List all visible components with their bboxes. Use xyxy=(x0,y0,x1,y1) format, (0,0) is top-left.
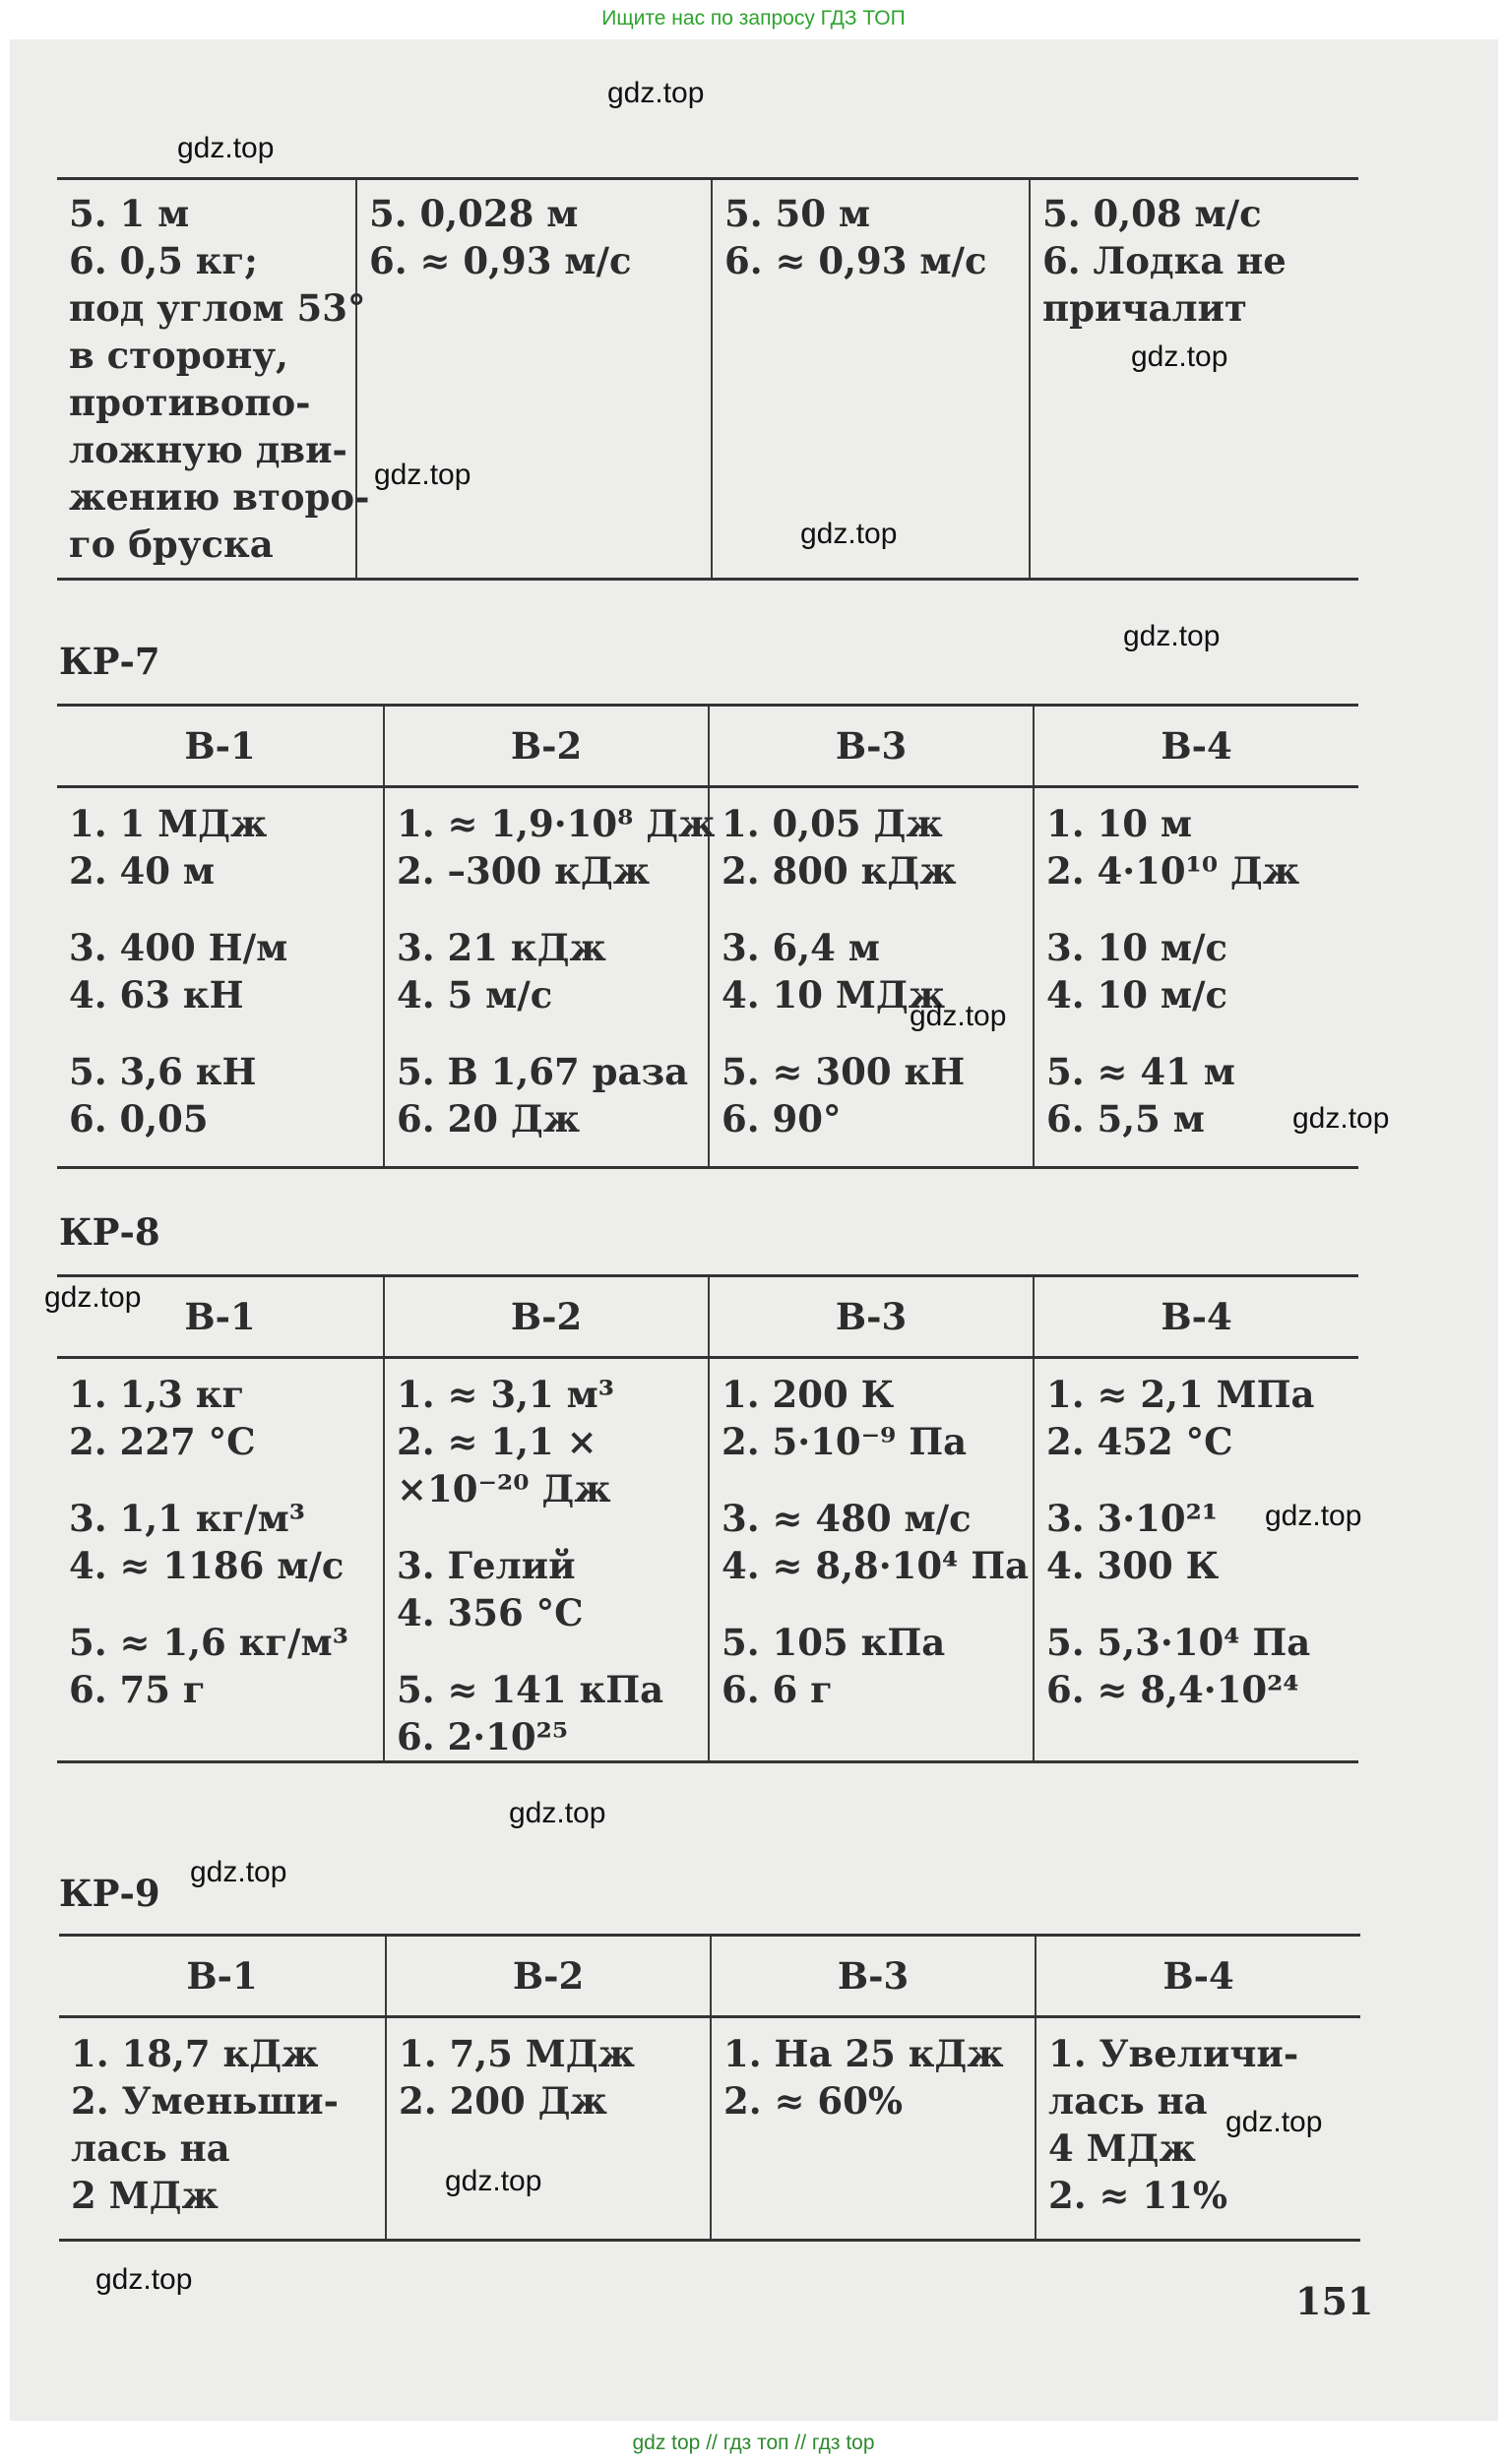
group-gap xyxy=(1046,894,1347,924)
answer-line: 6. 2·10²⁵ xyxy=(397,1715,569,1758)
answer-line: 1. 200 К xyxy=(722,1373,895,1416)
answer-line: 5. 0,028 м xyxy=(369,192,579,235)
answer-line: 4. 5 м/с xyxy=(397,973,553,1016)
answer-line: 5. 3,6 кН xyxy=(69,1050,257,1093)
answer-cell xyxy=(386,2017,711,2241)
answer-line: 1. На 25 кДж xyxy=(723,2032,1004,2075)
answer-line: 2. 40 м xyxy=(69,849,216,893)
answer-cell xyxy=(57,1358,384,1762)
page-number: 151 xyxy=(1295,2279,1374,2323)
table-row xyxy=(57,179,1358,580)
answer-line: жению второ- xyxy=(69,475,370,519)
answer-cell xyxy=(384,1358,709,1762)
watermark: gdz.top xyxy=(607,77,705,109)
section-title-kr9: КР-9 xyxy=(59,1872,160,1915)
watermark: gdz.top xyxy=(190,1856,287,1888)
kr9-answer-table xyxy=(59,1934,1360,2242)
group-gap xyxy=(722,1465,1021,1495)
answer-cell xyxy=(57,787,384,1168)
table-header-row xyxy=(59,1936,1360,2017)
watermark: gdz.top xyxy=(445,2165,542,2197)
group-gap xyxy=(397,894,696,924)
answer-line: 5. 0,08 м/с xyxy=(1042,192,1262,235)
group-gap xyxy=(722,1589,1021,1619)
watermark: gdz.top xyxy=(800,518,898,550)
answer-line: в сторону, xyxy=(69,334,288,377)
answer-line: 3. 400 Н/м xyxy=(69,926,288,969)
watermark: gdz.top xyxy=(95,2263,193,2296)
answer-line: 4. 63 кН xyxy=(69,973,244,1016)
column-header: В-1 xyxy=(57,706,384,787)
watermark: gdz.top xyxy=(1265,1500,1362,1532)
answer-line: 2. ≈ 11% xyxy=(1048,2174,1228,2217)
answer-cell xyxy=(57,179,370,580)
group-gap xyxy=(69,1589,371,1619)
group-gap xyxy=(1046,1465,1347,1495)
table-header-row xyxy=(57,706,1358,787)
answer-line: 5. ≈ 141 кПа xyxy=(397,1668,664,1711)
answer-line: 1. ≈ 1,9·10⁸ Дж xyxy=(397,802,716,845)
column-header: В-4 xyxy=(1034,1276,1358,1358)
column-header: В-3 xyxy=(711,1936,1036,2017)
watermark: gdz.top xyxy=(374,459,471,491)
watermark: gdz.top xyxy=(910,1000,1007,1032)
group-gap xyxy=(1046,1018,1347,1048)
watermark: gdz.top xyxy=(177,132,275,164)
answer-line: 6. 75 г xyxy=(69,1668,206,1711)
answer-line: 1. 1,3 кг xyxy=(69,1373,245,1416)
answer-line: 1. 0,05 Дж xyxy=(722,802,943,845)
answer-line: 1. 7,5 МДж xyxy=(399,2032,635,2075)
group-gap xyxy=(69,1018,371,1048)
answer-line: 1. Увеличи- xyxy=(1048,2032,1299,2075)
answer-cell xyxy=(1030,179,1358,580)
textbook-page xyxy=(10,39,1498,2421)
answer-line: 4. 10 МДж xyxy=(722,973,946,1016)
answer-line: 2. Уменьши- xyxy=(71,2079,339,2123)
answer-line: го бруска xyxy=(69,523,274,566)
answer-line: 1. ≈ 3,1 м³ xyxy=(397,1373,614,1416)
answer-line: 2. 227 °С xyxy=(69,1420,256,1463)
watermark: gdz.top xyxy=(1225,2106,1323,2138)
answer-line: 1. 18,7 кДж xyxy=(71,2032,319,2075)
watermark: gdz.top xyxy=(1131,340,1228,373)
group-gap xyxy=(1046,1589,1347,1619)
kr8-answer-table xyxy=(57,1274,1358,1763)
answer-line: 4. 356 °С xyxy=(397,1591,584,1634)
watermark: gdz.top xyxy=(44,1281,142,1314)
answer-line: 6. ≈ 0,93 м/с xyxy=(369,239,632,282)
column-header: В-4 xyxy=(1036,1936,1360,2017)
top-answer-table xyxy=(57,177,1358,581)
answer-line: 2. ≈ 60% xyxy=(723,2079,904,2123)
watermark: gdz.top xyxy=(1292,1102,1390,1135)
answer-cell xyxy=(1034,1358,1358,1762)
kr7-answer-table xyxy=(57,704,1358,1169)
answer-line: 5. 50 м xyxy=(724,192,871,235)
answer-line: 6. Лодка не xyxy=(1042,239,1287,282)
answer-line: 2. 5·10⁻⁹ Па xyxy=(722,1420,968,1463)
answer-line: 3. 21 кДж xyxy=(397,926,606,969)
answer-line: 2. 800 кДж xyxy=(722,849,957,893)
table-row xyxy=(59,2017,1360,2241)
watermark: gdz.top xyxy=(509,1797,606,1829)
answer-line: 4. ≈ 8,8·10⁴ Па xyxy=(722,1544,1030,1587)
group-gap xyxy=(69,894,371,924)
group-gap xyxy=(397,1018,696,1048)
answer-cell xyxy=(711,2017,1036,2241)
table-row xyxy=(57,1358,1358,1762)
answer-line: 6. 6 г xyxy=(722,1668,833,1711)
answer-cell xyxy=(356,179,712,580)
answer-line: 5. 1 м xyxy=(69,192,190,235)
answer-line: 1. 10 м xyxy=(1046,802,1193,845)
answer-line: 2. 4·10¹⁰ Дж xyxy=(1046,849,1300,893)
answer-cell xyxy=(59,2017,386,2241)
column-header: В-2 xyxy=(384,1276,709,1358)
group-gap xyxy=(69,1465,371,1495)
answer-line: ложную дви- xyxy=(69,428,347,471)
group-gap xyxy=(397,1636,696,1666)
table-row xyxy=(57,787,1358,1168)
answer-line: 5. ≈ 41 м xyxy=(1046,1050,1235,1093)
answer-line: 2 МДж xyxy=(71,2174,219,2217)
answer-line: 6. 90° xyxy=(722,1097,842,1140)
answer-line: 1. 1 МДж xyxy=(69,802,268,845)
answer-line: лась на xyxy=(71,2126,230,2170)
answer-cell xyxy=(384,787,716,1168)
answer-line: 5. В 1,67 раза xyxy=(397,1050,689,1093)
answer-line: 4. 300 К xyxy=(1046,1544,1220,1587)
column-header: В-1 xyxy=(59,1936,386,2017)
group-gap xyxy=(397,1512,696,1542)
group-gap xyxy=(722,894,1021,924)
column-header: В-3 xyxy=(709,1276,1034,1358)
answer-line: 6. ≈ 8,4·10²⁴ xyxy=(1046,1668,1299,1711)
column-header: В-2 xyxy=(386,1936,711,2017)
answer-line: 1. ≈ 2,1 МПа xyxy=(1046,1373,1315,1416)
section-title-kr7: КР-7 xyxy=(59,640,160,683)
answer-line: причалит xyxy=(1042,286,1247,330)
top-banner[interactable]: Ищите нас по запросу ГДЗ ТОП xyxy=(601,7,906,30)
answer-line: 6. 20 Дж xyxy=(397,1097,581,1140)
column-header: В-2 xyxy=(384,706,709,787)
answer-line: 3. 3·10²¹ xyxy=(1046,1497,1219,1540)
answer-line: 5. ≈ 300 кН xyxy=(722,1050,966,1093)
answer-cell xyxy=(709,787,1034,1168)
answer-line: лась на xyxy=(1048,2079,1208,2123)
answer-line: 4 МДж xyxy=(1048,2126,1196,2170)
answer-line: 3. Гелий xyxy=(397,1544,576,1587)
answer-line: 3. 1,1 кг/м³ xyxy=(69,1497,306,1540)
answer-line: 5. 5,3·10⁴ Па xyxy=(1046,1621,1311,1664)
answer-line: 6. 0,5 кг; xyxy=(69,239,258,282)
column-header: В-4 xyxy=(1034,706,1358,787)
answer-line: ×10⁻²⁰ Дж xyxy=(397,1467,611,1510)
answer-line: 6. ≈ 0,93 м/с xyxy=(724,239,987,282)
answer-line: 3. 10 м/с xyxy=(1046,926,1228,969)
watermark: gdz.top xyxy=(1123,620,1221,652)
answer-line: 2. ≈ 1,1 × xyxy=(397,1420,597,1463)
bottom-banner[interactable]: gdz top // гдз топ // гдз top xyxy=(632,2432,875,2454)
column-header: В-1 xyxy=(57,1276,384,1358)
answer-line: 5. ≈ 1,6 кг/м³ xyxy=(69,1621,348,1664)
section-title-kr8: КР-8 xyxy=(59,1210,160,1254)
answer-line: 5. 105 кПа xyxy=(722,1621,946,1664)
answer-line: 2. –300 кДж xyxy=(397,849,651,893)
answer-line: 6. 5,5 м xyxy=(1046,1097,1205,1140)
answer-line: 4. ≈ 1186 м/с xyxy=(69,1544,345,1587)
answer-cell xyxy=(709,1358,1034,1762)
column-header: В-3 xyxy=(709,706,1034,787)
answer-line: 3. ≈ 480 м/с xyxy=(722,1497,972,1540)
answer-line: 2. 200 Дж xyxy=(399,2079,607,2123)
answer-line: под углом 53° xyxy=(69,286,366,330)
answer-line: 4. 10 м/с xyxy=(1046,973,1228,1016)
table-header-row xyxy=(57,1276,1358,1358)
answer-line: 3. 6,4 м xyxy=(722,926,880,969)
answer-line: 6. 0,05 xyxy=(69,1097,209,1140)
answer-line: 2. 452 °С xyxy=(1046,1420,1233,1463)
answer-line: противопо- xyxy=(69,381,311,424)
